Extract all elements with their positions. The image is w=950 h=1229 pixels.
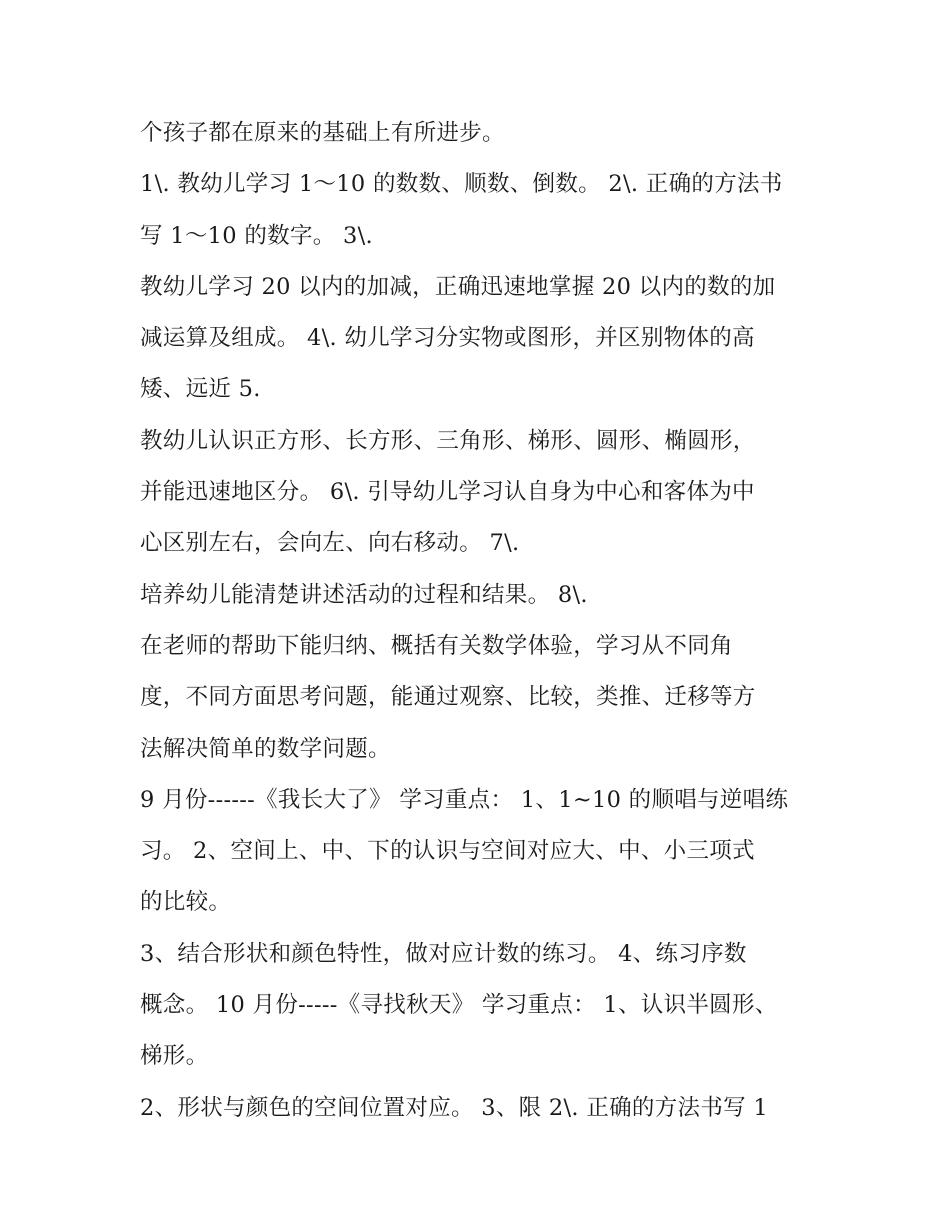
text-line-8: 并能迅速地区分。 6\. 引导幼儿学习认自身为中心和客体为中 bbox=[140, 479, 755, 506]
text-line-15: 习。 2、空间上、中、下的认识与空间对应大、中、小三项式 bbox=[140, 838, 755, 865]
text-line-13: 法解决简单的数学问题。 bbox=[140, 735, 391, 762]
text-line-14: 9 月份------《我长大了》 学习重点： 1、1~10 的顺唱与逆唱练 bbox=[140, 786, 789, 813]
text-line-18: 概念。 10 月份-----《寻找秋天》 学习重点： 1、认识半圆形、 bbox=[140, 992, 778, 1019]
text-line-20: 2、形状与颜色的空间位置对应。 3、限 2\. 正确的方法书写 1 bbox=[140, 1094, 769, 1121]
text-line-12: 度，不同方面思考问题，能通过观察、比较，类推、迁移等方 bbox=[140, 684, 756, 711]
text-line-2: 1\. 教幼儿学习 1～10 的数数、顺数、倒数。 2\. 正确的方法书 bbox=[140, 171, 783, 198]
document-body bbox=[140, 108, 810, 1134]
text-line-9: 心区别左右，会向左、向右移动。 7\. bbox=[140, 530, 520, 557]
text-line-17: 3、结合形状和颜色特性，做对应计数的练习。 4、练习序数 bbox=[140, 940, 747, 967]
text-line-19: 梯形。 bbox=[140, 1043, 209, 1070]
text-line-6: 矮、远近 5. bbox=[140, 376, 261, 403]
text-line-16: 的比较。 bbox=[140, 889, 232, 916]
text-line-7: 教幼儿认识正方形、长方形、三角形、梯形、圆形、椭圆形， bbox=[140, 427, 756, 454]
text-line-5: 减运算及组成。 4\. 幼儿学习分实物或图形，并区别物体的高 bbox=[140, 325, 755, 352]
text-line-11: 在老师的帮助下能归纳、概括有关数学体验，学习从不同角 bbox=[140, 632, 733, 659]
text-line-4: 教幼儿学习 20 以内的加减，正确迅速地掌握 20 以内的数的加 bbox=[140, 273, 776, 300]
text-line-1: 个孩子都在原来的基础上有所进步。 bbox=[140, 120, 505, 146]
text-line-10: 培养幼儿能清楚讲述活动的过程和结果。 8\. bbox=[140, 581, 588, 608]
text-line-3: 写 1～10 的数字。 3\. bbox=[140, 222, 373, 249]
